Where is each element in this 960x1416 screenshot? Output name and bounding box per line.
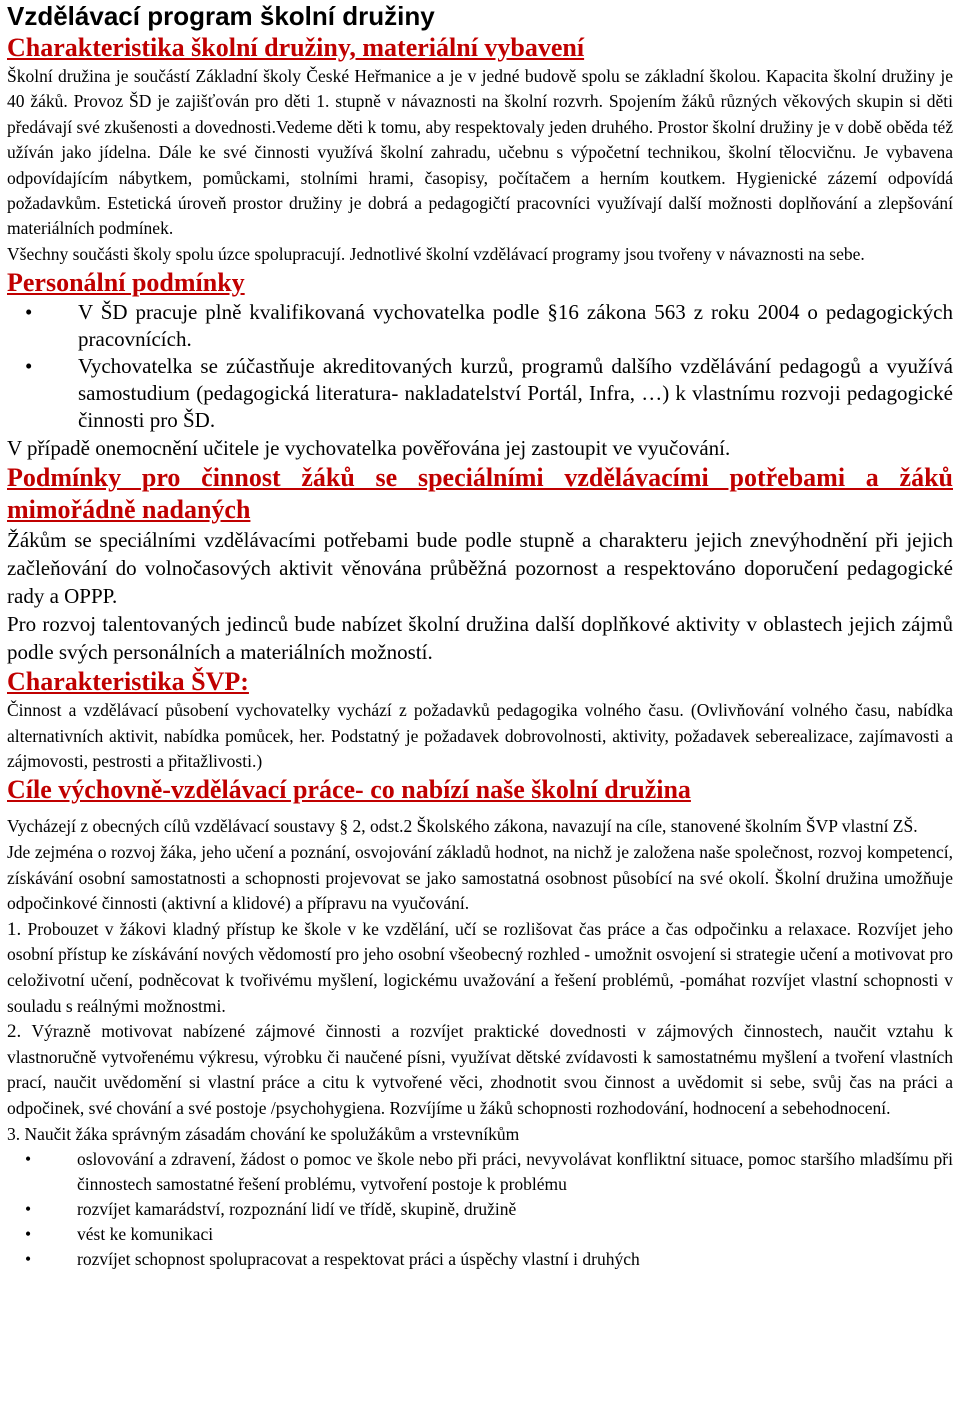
list-item: • rozvíjet kamarádství, rozpoznání lidí ve třídě, skupině, družině xyxy=(7,1197,953,1222)
bullet-icon: • xyxy=(25,1199,32,1220)
paragraph-specialni-2: Pro rozvoj talentovaných jedinců bude nabízet školní družina další doplňkové aktivity v oblastech jejich zájmů podle svých personálních a materiálních možností. xyxy=(7,612,953,665)
paragraph-charakteristika-1: Školní družina je součástí Základní školy České Heřmanice a je v jedné budově spolu se základní školou. Kapacita školní družiny je 40 žáků. Provoz ŠD je zajišťován pro děti 1. stupně v návaznosti na školní rozvrh. Spojením žáků různých věkových skupin si děti předávají své zkušenosti a dovednosti.Vedeme děti k tomu, aby respektovaly jeden druhého. Prostor školní družiny je v době oběda též užíván jako jídelna. Dále ke své činnosti využívá školní zahradu, učebnu s výpočetní technikou, školní tělocvičnu. Je vybavena odpovídajícím nábytkem, pomůckami, stolními hrami, časopisy, počítačem a herním koutkem. Hygienické zázemí odpovídá požadavkům. Estetická úroveň prostor družiny je dobrá a pedagogičtí pracovníci využívají další možnosti doplňování a zlepšování materiálních podmínek. xyxy=(7,66,953,239)
list-item: • rozvíjet schopnost spolupracovat a respektovat práci a úspěchy vlastní i druhých xyxy=(7,1247,953,1272)
cile-list xyxy=(7,1147,953,1272)
bullet-icon: • xyxy=(25,354,33,379)
list-item: • V ŠD pracuje plně kvalifikovaná vychovatelka podle §16 zákona 563 z roku 2004 o pedagogických pracovnících. xyxy=(25,300,953,352)
bullet-icon: • xyxy=(25,300,33,325)
paragraph-specialni-1: Žákům se speciálními vzdělávacími potřebami bude podle stupně a charakteru jejich znevýhodnění při jejich začleňování do volnočasových aktivit věnována průběžná pozornost a respektováno doporučení pedagogické rady a OPPP. xyxy=(7,528,953,609)
paragraph-cile-2: Jde zejména o rozvoj žáka, jeho učení a poznání, osvojování základů hodnot, na nichž je založena naše společnost, rozvoj kompetencí, získávání osobní samostatnosti a schopnosti projevovat se jako samostatná osobnost působící na své okolí. Školní družina umožňuje odpočinkové činnosti (aktivní a klidové) a přípravu na vyučování. xyxy=(7,842,953,914)
list-item: • vést ke komunikaci xyxy=(7,1222,953,1247)
heading-charakteristika: Charakteristika školní družiny, materiální vybavení xyxy=(7,33,585,62)
document-title: Vzdělávací program školní družiny xyxy=(7,1,435,31)
heading-svp: Charakteristika ŠVP: xyxy=(7,667,249,697)
heading-specialni: Podmínky pro činnost žáků se speciálními vzdělávacími potřebami a žáků mimořádně nadaných xyxy=(7,463,953,525)
heading-personalni: Personální podmínky xyxy=(7,268,245,298)
bullet-icon: • xyxy=(25,1224,32,1245)
list-item: • oslovování a zdravení, žádost o pomoc ve škole nebo při práci, nevyvolávat konfliktní situace, pomoc staršího mladšímu při činnostech samostatné řešení problému, vytvoření postoje k problému xyxy=(25,1149,953,1195)
personalni-list xyxy=(7,299,953,434)
paragraph-cile-item-3: 3. Naučit žáka správným zásadám chování ke spolužákům a vrstevníkům xyxy=(7,1123,520,1144)
heading-cile: Cíle výchovně-vzdělávací práce- co nabízí naše školní družina xyxy=(7,775,691,805)
bullet-icon: • xyxy=(25,1249,32,1270)
paragraph-personalni-after: V případě onemocnění učitele je vychovatelka pověřována jej zastoupit ve vyučování. xyxy=(7,436,731,461)
paragraph-cile-item-1: 1. Probouzet v žákovi kladný přístup ke škole v ke vzdělání, učí se rozlišovat čas práce a čas odpočinku a relaxace. Rozvíjet jeho osobní přístup ke získávání nových vědomostí pro jeho osobní všeobecný rozhled - umožnit osvojení si strategie učení a motivovat pro celoživotní učení, podněcovat k tvořivému myšlení, logickému uvažování a řešení problémů, -pomáhat rozvíjet vlastní schopnosti v souladu s reálnými možnostmi. xyxy=(7,918,953,1016)
paragraph-cile-item-2: 2. Výrazně motivovat nabízené zájmové činnosti a rozvíjet praktické dovednosti v zájmových činnostech, naučit vztahu k vlastnoručně vytvořenému výkresu, výrobku či naučené písni, využívat dětské zvídavosti k samostatnému myšlení a tvoření vlastních prací, naučit uvědomění si vlastní práce a citu k vytvořené věci, zhodnotit svou činnost a uvědomit si sebe, svůj čas na práci a odpočinek, své chování a své postoje /psychohygiena. Rozvíjíme u žáků schopnosti rozhodování, hodnocení a sebehodnocení. xyxy=(7,1021,953,1118)
bullet-icon: • xyxy=(25,1149,32,1170)
paragraph-svp-1: Činnost a vzdělávací působení vychovatelky vychází z požadavků pedagogika volného času. (Ovlivňování volného času, nabídka alternativních aktivit, nabídka pomůcek, her. Podstatný je požadavek dobrovolnosti, aktivity, požadavek seberealizace, zajímavosti a zájmovosti, pestrosti a přitažlivosti.) xyxy=(7,700,953,772)
list-item: • Vychovatelka se zúčastňuje akreditovaných kurzů, programů dalšího vzdělávání pedagogů a využívá samostudium (pedagogická literatura- nakladatelství Portál, Infra, …) k vlastnímu rozvoji pedagogické činnosti pro ŠD. xyxy=(25,354,953,433)
paragraph-cile-1: Vycházejí z obecných cílů vzdělávací soustavy § 2, odst.2 Školského zákona, navazují na cíle, stanovené školním ŠVP vlastní ZŠ. xyxy=(7,816,918,837)
paragraph-charakteristika-2: Všechny součásti školy spolu úzce spolupracují. Jednotlivé školní vzdělávací programy jsou tvořeny v návaznosti na sebe. xyxy=(7,243,865,264)
